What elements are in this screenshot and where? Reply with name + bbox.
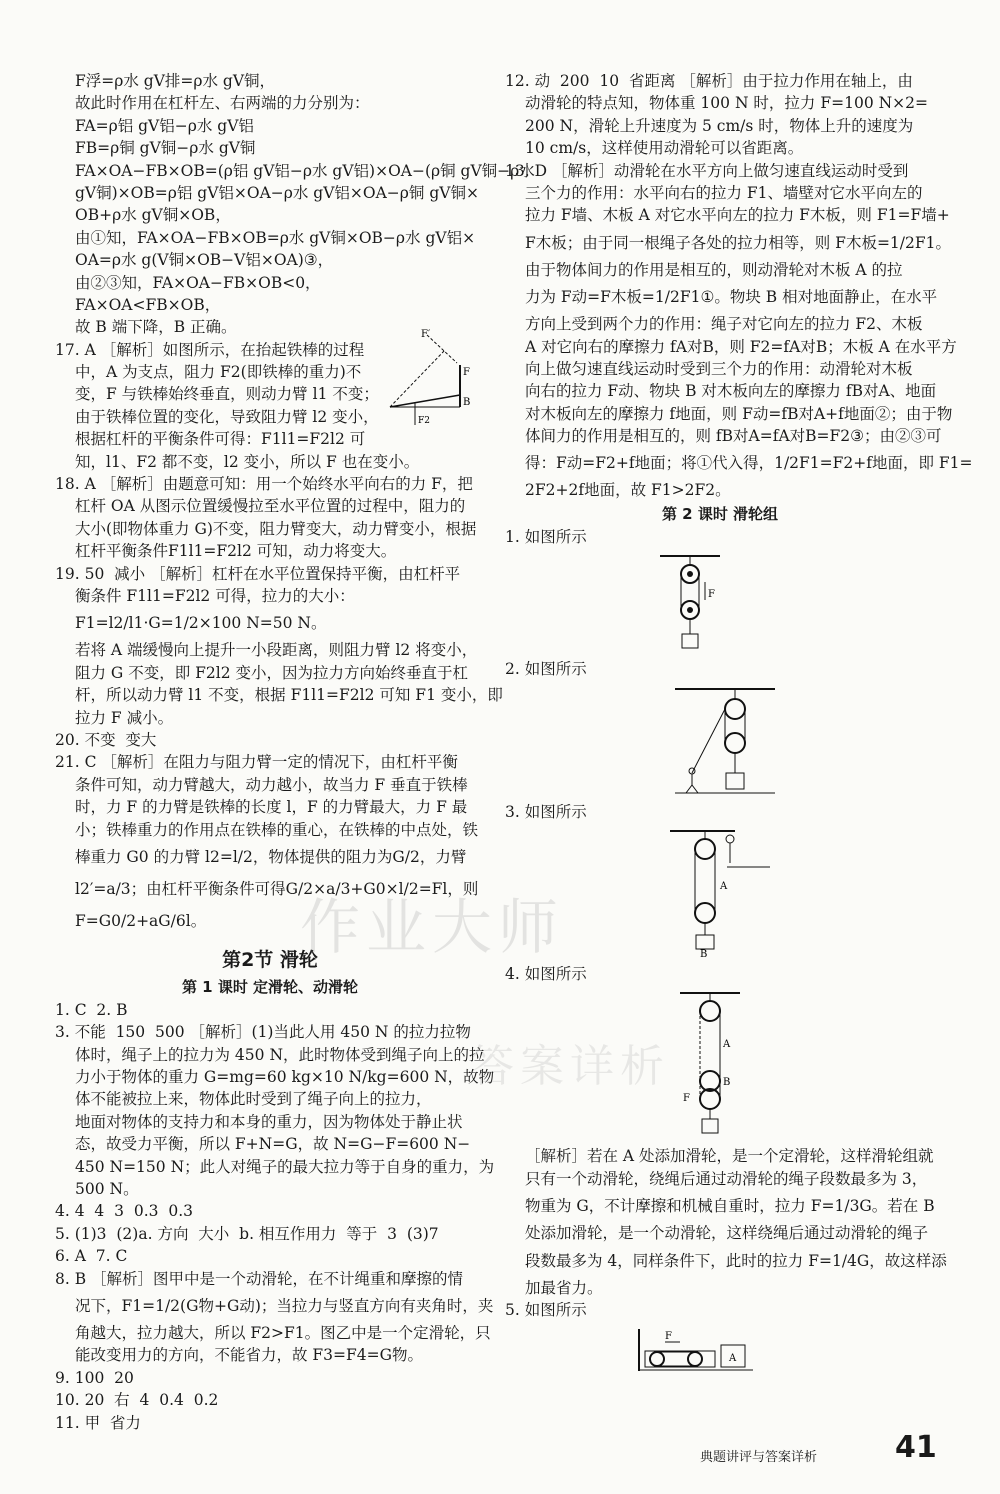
- answer-line: 处添加滑轮，是一个动滑轮，这样绕绳后通过动滑轮的绳子: [525, 1224, 929, 1243]
- answer-line: 况下，F1=1/2(G物+G动)；当拉力与竖直方向有夹角时，夹: [75, 1296, 494, 1315]
- answer-line: 体间力的作用是相互的，则 fB对A=fA对B=F2③；由②③可: [525, 427, 942, 446]
- q4-label: 4. 如图所示: [505, 965, 587, 984]
- right-subtitle: 第 2 课时 滑轮组: [661, 504, 779, 523]
- pulley-figure-2: [670, 685, 780, 795]
- answer-line: 力小于物体的重力 G=mg=60 kg×10 N/kg=600 N，故物: [75, 1068, 495, 1087]
- answer-line: 对木板向左的摩擦力 f地面，则 F动=fB对A+f地面②；由于物: [525, 404, 953, 423]
- section-title: 第2节 滑轮: [222, 948, 318, 971]
- answer-line: 8. B ［解析］图甲中是一个动滑轮，在不计绳重和摩擦的情: [55, 1269, 464, 1288]
- answer-line: 12. 动 200 10 省距离 ［解析］由于拉力作用在轴上，由: [505, 72, 913, 90]
- answer-line: A 对它向右的摩擦力 fA对B，则 F2=fA对B；木板 A 在水平方: [525, 337, 957, 356]
- answer-line: 故 B 端下降，B 正确。: [75, 318, 237, 337]
- answer-line: 由①知，FA×OA−FB×OB=ρ水 gV铜×OB−ρ水 gV铝×: [75, 228, 476, 247]
- answer-line: 由②③知，FA×OA−FB×OB<0，: [75, 273, 321, 292]
- answer-line: 10 cm/s，这样使用动滑轮可以省距离。: [525, 139, 804, 158]
- answer-line: 9. 100 20: [55, 1368, 134, 1387]
- answer-line: F木板；由于同一根绳子各处的拉力相等，则 F木板=1/2F1。: [525, 233, 951, 252]
- answer-line: 10. 20 右 4 0.4 0.2: [55, 1391, 219, 1410]
- answer-line: 1. C 2. B: [55, 1000, 128, 1019]
- answer-line: ［解析］若在 A 处添加滑轮，是一个定滑轮，这样滑轮组就: [525, 1147, 934, 1166]
- answer-line: F=G0/2+aG/6l。: [75, 911, 207, 930]
- answer-line: 物重为 G，不计摩擦和机械自重时，拉力 F=1/3G。若在 B: [525, 1197, 935, 1216]
- answer-line: 衡条件 F1l1=F2l2 可得，拉力的大小：: [75, 586, 355, 605]
- answer-line: 2F2+2f地面，故 F1>2F2。: [525, 481, 731, 500]
- answer-line: 5. (1)3 (2)a. 方向 大小 b. 相互作用力 等于 3 (3)7: [55, 1224, 439, 1243]
- section-subtitle: 第 1 课时 定滑轮、动滑轮: [181, 977, 359, 996]
- answer-line: OB+ρ水 gV铜×OB，: [75, 206, 231, 225]
- answer-line: 条件可知，动力臂越大，动力越小，故当力 F 垂直于铁棒: [75, 775, 468, 794]
- answer-line: FB=ρ铜 gV铜−ρ水 gV铜: [75, 139, 256, 158]
- fig-label-f: F: [463, 367, 470, 378]
- answer-line: 11. 甲 省力: [55, 1413, 141, 1432]
- page-number: 41: [895, 1430, 937, 1465]
- answer-line: 动滑轮的特点知，物体重 100 N 时，拉力 F=100 N×2=: [525, 94, 929, 113]
- fig5-label-a: A: [729, 1353, 737, 1365]
- answer-line: 200 N，滑轮上升速度为 5 cm/s 时，物体上升的速度为: [525, 116, 914, 135]
- answer-line: 地面对物体的支持力和本身的重力，因为物体处于静止状: [75, 1112, 463, 1131]
- answer-line: 18. A ［解析］由题意可知：用一个始终水平向右的力 F，把: [55, 475, 473, 494]
- fig4-label-b: B: [723, 1077, 731, 1089]
- answer-line: 杠杆平衡条件F1l1=F2l2 可知，动力将变大。: [75, 542, 397, 561]
- answer-line: 17. A ［解析］如图所示，在抬起铁棒的过程: [55, 340, 365, 359]
- answer-line: 3. 不能 150 500 ［解析］(1)当此人用 450 N 的拉力拉物: [55, 1023, 471, 1042]
- answer-line: 19. 50 减小 ［解析］杠杆在水平位置保持平衡，由杠杆平: [55, 564, 461, 583]
- answer-line: 故此时作用在杠杆左、右两端的力分别为：: [75, 94, 370, 113]
- watermark-2: 答案详析: [470, 1041, 670, 1092]
- answer-line: 加最省力。: [525, 1278, 603, 1297]
- footer-text: 典题讲评与答案详析: [700, 1450, 818, 1465]
- fig-label-b: B: [463, 397, 471, 408]
- answer-line: 大小(即物体重力 G)不变，阻力臂变大，动力臂变小，根据: [75, 519, 477, 538]
- answer-line: 拉力 F 减小。: [75, 708, 174, 727]
- fig3-label-b: B: [700, 949, 708, 961]
- pulley-figure-3: [665, 827, 775, 961]
- fig5-label-f: F: [665, 1331, 672, 1343]
- answer-line: 向右的拉力 F动、物块 B 对木板向左的摩擦力 fB对A、地面: [525, 382, 937, 401]
- answer-line: 得：F动=F2+f地面；将①代入得，1/2F1=F2+f地面，即 F1=: [525, 454, 973, 473]
- right-answer-lines-2: [505, 1145, 947, 1299]
- answer-line: 13. D ［解析］动滑轮在水平方向上做匀速直线运动时受到: [505, 161, 909, 180]
- answer-line: 20. 不变 变大: [55, 730, 157, 749]
- q2-label: 2. 如图所示: [505, 660, 587, 679]
- answer-line: F浮=ρ水 gV排=ρ水 gV铜，: [75, 72, 276, 90]
- answer-line: 体不能被拉上来，物体此时受到了绳子向上的拉力，: [75, 1090, 432, 1109]
- q3-label: 3. 如图所示: [505, 802, 587, 821]
- answer-line: 根据杠杆的平衡条件可得：F1l1=F2l2 可: [75, 430, 366, 449]
- fig1-label-f: F: [708, 589, 715, 601]
- answer-line: 6. A 7. C: [55, 1247, 128, 1266]
- left-column: [55, 70, 535, 1434]
- q1-label: 1. 如图所示: [505, 527, 587, 546]
- fig3-label-a: A: [720, 881, 728, 893]
- answer-line: 杆，所以动力臂 l1 不变，根据 F1l1=F2l2 可知 F1 变小，即: [75, 686, 503, 705]
- answer-line: 能改变用力的方向，不能省力，故 F3=F4=G物。: [75, 1346, 424, 1365]
- answer-line: 4. 4 4 3 0.3 0.3: [55, 1202, 194, 1221]
- answer-line: gV铜)×OB=ρ铝 gV铝×OA−ρ水 gV铝×OA−ρ铜 gV铜×: [75, 183, 479, 202]
- answer-line: 由于铁棒位置的变化，导致阻力臂 l2 变小，: [75, 407, 379, 426]
- answer-line: FA×OA<FB×OB，: [75, 295, 221, 314]
- right-answer-lines: [505, 70, 973, 502]
- answer-line: 向上做匀速直线运动时受到三个力的作用：动滑轮对木板: [525, 359, 913, 378]
- answer-line: l2′=a/3；由杠杆平衡条件可得G/2×a/3+G0×l/2=Fl，则: [75, 879, 479, 898]
- q5-label: 5. 如图所示: [505, 1300, 587, 1319]
- answer-line: 阻力 G 不变，即 F2l2 变小，因为拉力方向始终垂直于杠: [75, 663, 469, 682]
- answer-line: 段数最多为 4，同样条件下，此时的拉力 F=1/4G，故这样添: [525, 1251, 947, 1270]
- pulley-figure-4: [675, 989, 745, 1139]
- answer-line: 450 N=150 N；此人对绳子的最大拉力等于自身的重力，为: [75, 1157, 495, 1176]
- answer-line: 由于物体间力的作用是相互的，则动滑轮对木板 A 的拉: [525, 260, 903, 279]
- answer-line: 知，l1、F2 都不变，l2 变小，所以 F 也在变小。: [75, 452, 420, 471]
- lever-figure: [385, 325, 485, 425]
- answer-line: 若将 A 端缓慢向上提升一小段距离，则阻力臂 l2 将变小，: [75, 641, 478, 660]
- answer-line: FA=ρ铝 gV铝−ρ水 gV铝: [75, 116, 254, 135]
- answer-line: OA=ρ水 g(V铜×OB−V铝×OA)③，: [75, 251, 334, 270]
- watermark: 作业大师: [300, 893, 564, 963]
- fig-label-fprime: F′: [421, 329, 431, 340]
- answer-line: 变，F 与铁棒始终垂直，则动力臂 l1 不变；: [75, 385, 379, 404]
- answer-line: 21. C ［解析］在阻力与阻力臂一定的情况下，由杠杆平衡: [55, 753, 458, 772]
- answer-line: 时，力 F 的力臂是铁棒的长度 l，F 的力臂最大，力 F 最: [75, 798, 468, 817]
- answer-line: 500 N。: [75, 1180, 139, 1199]
- answer-line: 中，A 为支点，阻力 F2(即铁棒的重力)不: [75, 363, 362, 382]
- answer-line: 三个力的作用：水平向右的拉力 F1、墙壁对它水平向左的: [525, 183, 923, 202]
- fig4-label-a: A: [723, 1039, 731, 1051]
- answer-line: 角越大，拉力越大，所以 F2>F1。图乙中是一个定滑轮，只: [75, 1323, 491, 1342]
- answer-line: 态，故受力平衡，所以 F+N=G，故 N=G−F=600 N−: [75, 1135, 471, 1154]
- fig-label-f2: F2: [418, 416, 430, 426]
- fig4-label-f: F: [683, 1093, 690, 1105]
- right-column: [505, 70, 973, 1372]
- left-answer-lines-2: [55, 999, 495, 1434]
- answer-line: 棒重力 G0 的力臂 l2=l/2，物体提供的阻力为G/2，力臂: [75, 847, 467, 866]
- pulley-figure-5: [635, 1327, 755, 1372]
- answer-line: 力为 F动=F木板=1/2F1①。物块 B 相对地面静止，在水平: [525, 288, 938, 307]
- answer-line: F1=l2/l1·G=1/2×100 N=50 N。: [75, 614, 327, 633]
- answer-line: FA×OA−FB×OB=(ρ铝 gV铝−ρ水 gV铝)×OA−(ρ铜 gV铜−ρ水: [75, 161, 535, 180]
- answer-line: 只有一个动滑轮，绕绳后通过动滑轮的绳子段数最多为 3，: [525, 1169, 928, 1188]
- answer-line: 方向上受到两个力的作用：绳子对它向左的拉力 F2、木板: [525, 315, 923, 334]
- answer-line: 杠杆 OA 从图示位置缓慢拉至水平位置的过程中，阻力的: [75, 497, 466, 516]
- answer-line: 拉力 F墙、木板 A 对它水平向左的拉力 F木板，则 F1=F墙+: [525, 206, 950, 225]
- pulley-figure-1: [655, 552, 725, 652]
- answer-line: 小；铁棒重力的作用点在铁棒的重心，在铁棒的中点处，铁: [75, 820, 479, 839]
- answer-line: 体时，绳子上的拉力为 450 N，此时物体受到绳子向上的拉: [75, 1045, 485, 1064]
